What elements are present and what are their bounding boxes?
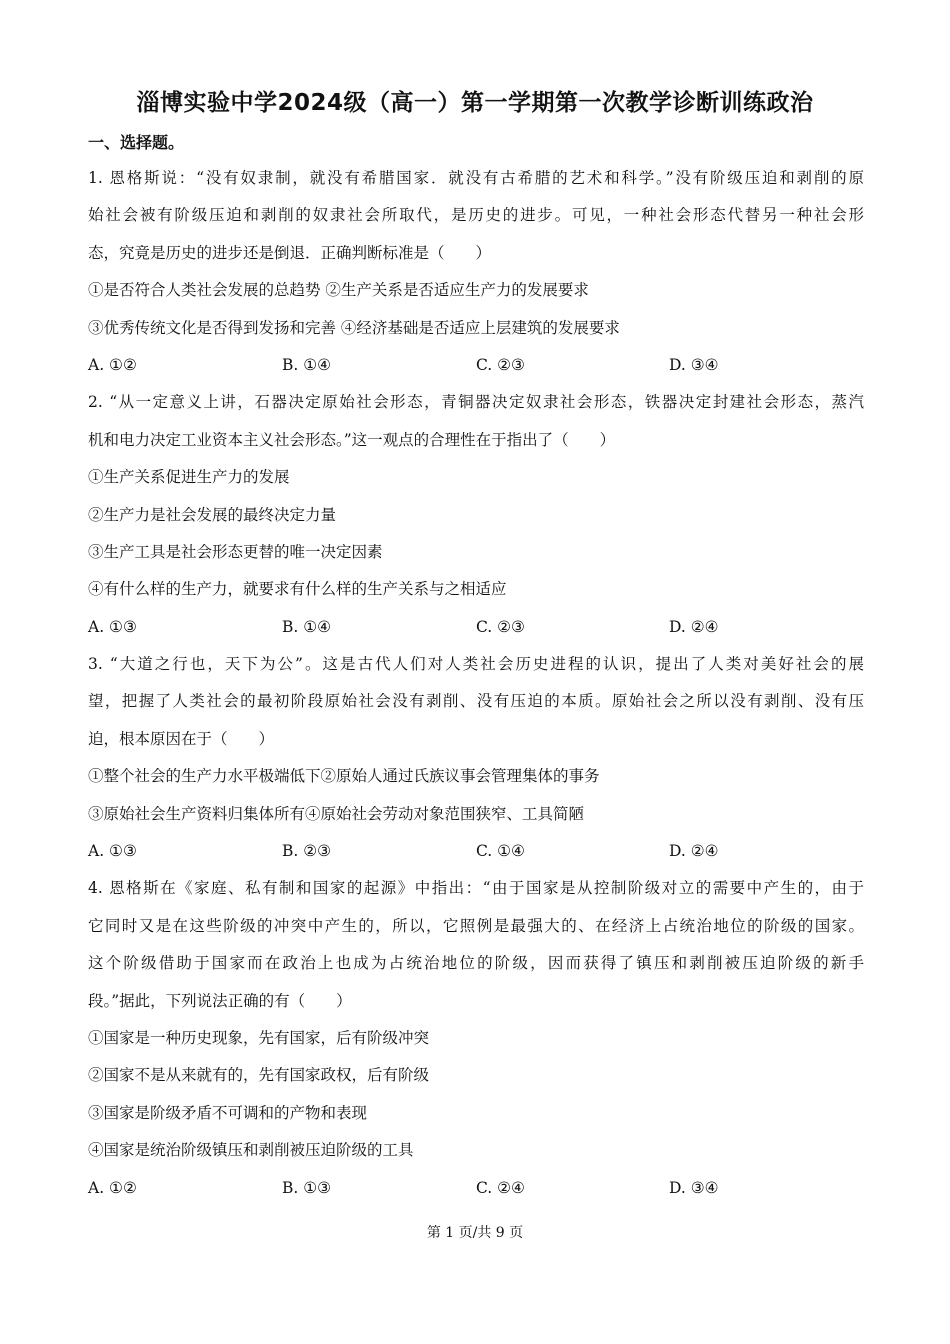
- choice-b: B. ①④: [282, 355, 332, 374]
- choice-c: C. ②④: [476, 1178, 525, 1197]
- question-stem-line: 1. 恩格斯说：“没有奴隶制，就没有希腊国家．就没有古希腊的艺术和科学。”没有阶级压迫和剥削的原: [88, 169, 864, 187]
- question-option-line: ②生产力是社会发展的最终决定力量: [88, 505, 337, 524]
- question-stem-line: 段。”据此，下列说法正确的有（ ）: [88, 991, 352, 1010]
- page-footer: 第 1 页/共 9 页: [426, 1225, 524, 1241]
- question-option-line: ③生产工具是社会形态更替的唯一决定因素: [88, 542, 383, 561]
- question-option-line: ②国家不是从来就有的，先有国家政权，后有阶级: [88, 1066, 430, 1085]
- choice-a: A. ①③: [88, 842, 137, 861]
- answer-choices: [88, 613, 864, 650]
- choice-c: C. ②③: [476, 355, 525, 374]
- answer-choices: [88, 1174, 864, 1211]
- question-stem-line: 这个阶级借助于国家而在政治上也成为占统治地位的阶级，因而获得了镇压和剥削被压迫阶级的新手: [88, 954, 864, 973]
- question-stem-line: 3. “大道之行也，天下为公”。这是古代人们对人类社会历史进程的认识，提出了人类对美好社会的展: [88, 655, 864, 674]
- choice-d: D. ③④: [669, 1178, 719, 1197]
- choice-a: A. ①②: [88, 1178, 137, 1197]
- answer-choices: [88, 837, 864, 874]
- question-4: [88, 874, 864, 1211]
- question-option-line: ④有什么样的生产力，就要求有什么样的生产关系与之相适应: [88, 580, 507, 599]
- question-stem-line: 始社会被有阶级压迫和剥削的奴隶社会所取代，是历史的进步。可见，一种社会形态代替另一种社会形: [88, 206, 864, 225]
- question-2: [88, 388, 864, 650]
- question-stem-line: 它同时又是在这些阶级的冲突中产生的，所以，它照例是最强大的、在经济上占统治地位的阶级的国家。: [88, 916, 864, 935]
- choice-b: B. ①③: [282, 1178, 332, 1197]
- answer-choices: [88, 351, 864, 388]
- page-title: 淄博实验中学2024级（高一）第一学期第一次教学诊断训练政治: [136, 90, 814, 116]
- question-3: [88, 650, 864, 874]
- choice-b: B. ①④: [282, 617, 332, 636]
- question-option-line: ③原始社会生产资料归集体所有④原始社会劳动对象范围狭窄、工具简陋: [88, 804, 585, 823]
- question-stem-line: 2. “从一定意义上讲，石器决定原始社会形态，青铜器决定奴隶社会形态，铁器决定封建社会形态，蒸汽: [88, 393, 864, 412]
- choice-d: D. ③④: [669, 355, 719, 374]
- question-option-line: ③国家是阶级矛盾不可调和的产物和表现: [88, 1103, 368, 1122]
- question-1: [88, 164, 864, 388]
- question-stem-line: 机和电力决定工业资本主义社会形态。”这一观点的合理性在于指出了（ ）: [88, 430, 616, 449]
- section-heading: 一、选择题。: [88, 133, 185, 152]
- choice-b: B. ②③: [282, 842, 332, 861]
- choice-a: A. ①②: [88, 355, 137, 374]
- question-stem-line: 迫，根本原因在于（ ）: [88, 729, 275, 748]
- choice-d: D. ②④: [669, 842, 719, 861]
- question-stem-line: 4. 恩格斯在《家庭、私有制和国家的起源》中指出：“由于国家是从控制阶级对立的需要中产生的，由于: [88, 879, 864, 898]
- question-option-line: ①国家是一种历史现象，先有国家，后有阶级冲突: [88, 1028, 430, 1047]
- question-stem-line: 态，究竟是历史的进步还是倒退．正确判断标准是（ ）: [88, 243, 492, 262]
- question-list: [88, 164, 864, 1211]
- choice-d: D. ②④: [669, 617, 719, 636]
- question-option-line: ③优秀传统文化是否得到发扬和完善 ④经济基础是否适应上层建筑的发展要求: [88, 318, 620, 337]
- question-option-line: ①整个社会的生产力水平极端低下②原始人通过氏族议事会管理集体的事务: [88, 767, 600, 786]
- question-option-line: ④国家是统治阶级镇压和剥削被压迫阶级的工具: [88, 1141, 414, 1160]
- choice-a: A. ①③: [88, 617, 137, 636]
- question-stem-line: 望，把握了人类社会的最初阶段原始社会没有剥削、没有压迫的本质。原始社会之所以没有剥削、没有压: [88, 692, 864, 711]
- question-option-line: ①是否符合人类社会发展的总趋势 ②生产关系是否适应生产力的发展要求: [88, 281, 589, 300]
- choice-c: C. ②③: [476, 617, 525, 636]
- choice-c: C. ①④: [476, 842, 525, 861]
- question-option-line: ①生产关系促进生产力的发展: [88, 468, 290, 487]
